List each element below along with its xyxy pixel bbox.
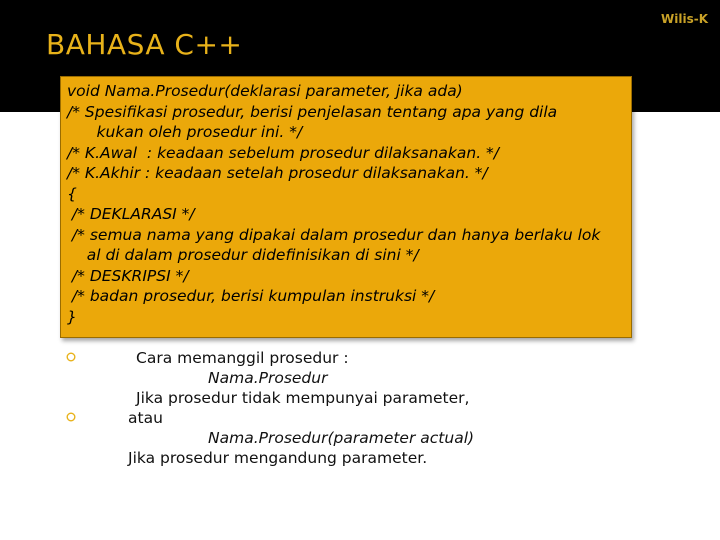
bullet-text: atau [128, 409, 163, 427]
code-line: /* Spesifikasi prosedur, berisi penjelasan tentang apa yang dila [67, 102, 558, 121]
list-item [66, 408, 666, 468]
code-line: /* semua nama yang dipakai dalam prosedur dan hanya berlaku lok [67, 225, 601, 244]
list-item [66, 348, 666, 408]
code-line: { [67, 184, 77, 203]
code-line: /* badan prosedur, berisi kumpulan instruksi */ [67, 287, 435, 305]
bullet-text: Cara memanggil prosedur : [136, 349, 349, 367]
code-line: /* DEKLARASI */ [67, 205, 195, 223]
code-line: al di dalam prosedur didefinisikan di sini */ [67, 246, 419, 264]
code-line: } [67, 307, 77, 326]
procedure-call-example: Nama.Prosedur [208, 369, 328, 387]
bullet-text: Jika prosedur mengandung parameter. [128, 449, 428, 467]
code-line: /* K.Akhir : keadaan setelah prosedur dilaksanakan. */ [67, 164, 488, 182]
bullet-text: Jika prosedur tidak mempunyai parameter, [136, 389, 470, 407]
code-line: /* DESKRIPSI */ [67, 266, 189, 285]
ring-bullet-icon [66, 352, 76, 362]
slide-title: BAHASA C++ [46, 28, 243, 61]
ring-bullet-icon [66, 412, 76, 422]
code-line: void Nama.Prosedur(deklarasi parameter, jika ada) [67, 82, 463, 100]
code-box [60, 76, 632, 338]
procedure-call-example: Nama.Prosedur(parameter actual) [208, 429, 475, 447]
author-label: Wilis-K [661, 12, 708, 26]
code-line: /* K.Awal : keadaan sebelum prosedur dilaksanakan. */ [67, 143, 500, 162]
code-line: kukan oleh prosedur ini. */ [67, 123, 303, 141]
bullet-list [66, 348, 666, 468]
